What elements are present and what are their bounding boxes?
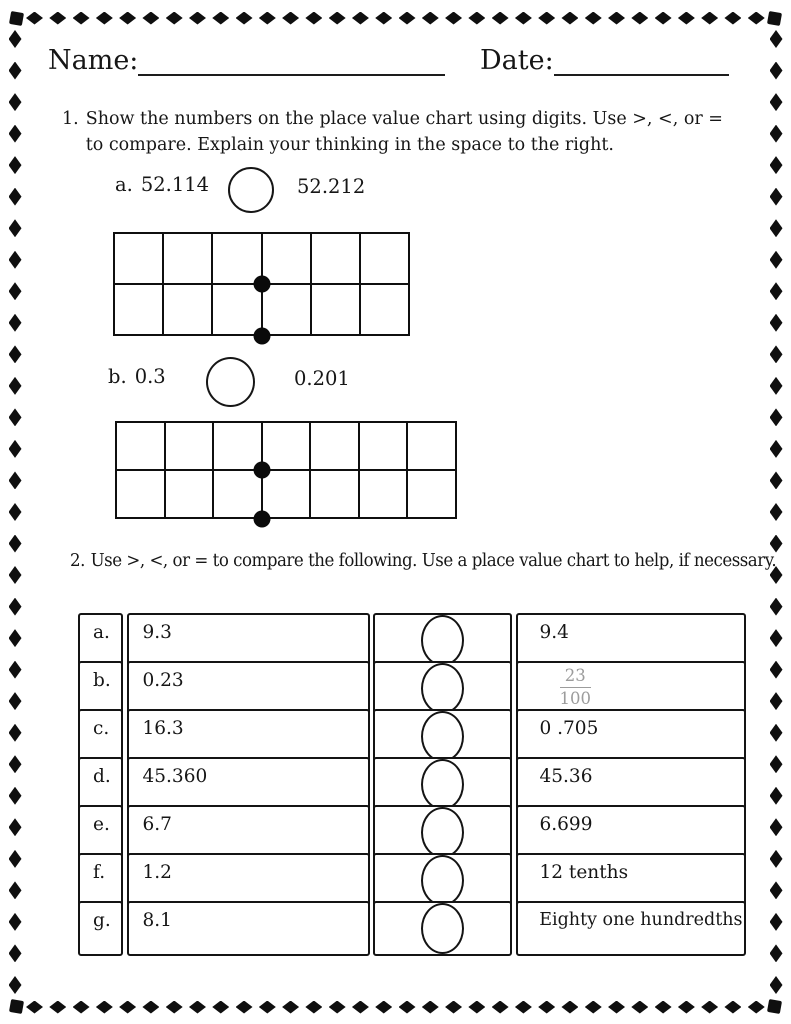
diamond-icon: [142, 12, 159, 25]
diamond-icon: [9, 787, 22, 805]
left-value: 6.7: [127, 805, 370, 860]
answer-circle[interactable]: [421, 711, 464, 762]
place-value-cell[interactable]: [213, 470, 262, 518]
place-value-cell[interactable]: [310, 422, 359, 470]
diamond-icon: [561, 1001, 578, 1014]
diamond-icon: [96, 1001, 113, 1014]
diamond-icon: [770, 944, 783, 962]
right-value: 45.36: [516, 757, 746, 812]
diamond-icon: [701, 1001, 718, 1014]
diamond-icon: [422, 12, 439, 25]
diamond-icon: [608, 1001, 625, 1014]
diamond-icon: [770, 251, 783, 269]
diamond-icon: [561, 12, 578, 25]
fraction-denominator: 100: [559, 688, 591, 708]
answer-circle[interactable]: [421, 903, 464, 954]
diamond-icon: [770, 598, 783, 616]
diamond-icon: [770, 818, 783, 836]
diamond-icon: [770, 503, 783, 521]
diamond-icon: [26, 12, 43, 25]
diamond-icon: [9, 881, 22, 899]
diamond-icon: [9, 345, 22, 363]
place-value-cell[interactable]: [262, 422, 311, 470]
fraction-23-100: [560, 666, 592, 709]
diamond-icon: [282, 12, 299, 25]
diamond-icon: [770, 314, 783, 332]
diamond-icon: [631, 1001, 648, 1014]
left-value: 0.23: [127, 661, 370, 716]
name-blank-line[interactable]: [138, 42, 445, 76]
diamond-icon: [770, 188, 783, 206]
row-label: b.: [78, 661, 123, 716]
diamond-icon: [770, 471, 783, 489]
place-value-cell[interactable]: [310, 470, 359, 518]
place-value-cell[interactable]: [114, 233, 163, 284]
diamond-icon: [678, 1001, 695, 1014]
diamond-icon: [515, 12, 532, 25]
row-label: d.: [78, 757, 123, 812]
right-value: 9.4: [516, 613, 746, 668]
diamond-icon: [770, 976, 783, 994]
diamond-icon: [492, 1001, 509, 1014]
table-row-e: [78, 805, 745, 849]
place-value-cell[interactable]: [212, 284, 261, 335]
place-value-grid-b: [115, 421, 457, 519]
answer-circle[interactable]: [421, 759, 464, 810]
part-a-label: a.: [115, 173, 133, 196]
place-value-cell[interactable]: [262, 233, 311, 284]
part-b-right: [294, 367, 350, 390]
part-a-values: [115, 173, 209, 196]
diamond-icon: [422, 1001, 439, 1014]
question-1-number: 1.: [62, 109, 79, 129]
diamond-icon: [49, 1001, 66, 1014]
place-value-chart-a: [113, 232, 410, 336]
diamond-icon: [538, 12, 555, 25]
part-b-values: [108, 365, 166, 388]
diamond-icon: [770, 156, 783, 174]
diamond-icon: [585, 12, 602, 25]
decimal-point-dot: [253, 276, 270, 293]
diamond-icon: [748, 1001, 765, 1014]
diamond-icon: [9, 535, 22, 553]
border-corner-icon: [9, 11, 24, 26]
diamond-icon: [352, 1001, 369, 1014]
diamond-icon: [770, 787, 783, 805]
diamond-icon: [770, 881, 783, 899]
diamond-icon: [352, 12, 369, 25]
place-value-cell[interactable]: [311, 233, 360, 284]
diamond-icon: [770, 345, 783, 363]
place-value-cell[interactable]: [359, 470, 408, 518]
diamond-icon: [9, 125, 22, 143]
right-value: 12 tenths: [516, 853, 746, 908]
diamond-icon: [655, 12, 672, 25]
date-label: Date:: [480, 44, 554, 76]
diamond-icon: [770, 692, 783, 710]
question-2: [70, 551, 776, 571]
diamond-icon: [9, 156, 22, 174]
diamond-icon: [515, 1001, 532, 1014]
place-value-cell[interactable]: [114, 284, 163, 335]
diamond-icon: [9, 408, 22, 426]
place-value-cell[interactable]: [407, 470, 456, 518]
diamond-icon: [73, 1001, 90, 1014]
diamond-icon: [119, 12, 136, 25]
row-label: a.: [78, 613, 123, 668]
diamond-icon: [770, 661, 783, 679]
diamond-icon: [212, 12, 229, 25]
diamond-icon: [770, 408, 783, 426]
diamond-icon: [9, 30, 22, 48]
place-value-cell[interactable]: [407, 422, 456, 470]
decorative-border-top: [26, 11, 765, 25]
diamond-icon: [236, 1001, 253, 1014]
diamond-icon: [166, 1001, 183, 1014]
diamond-icon: [770, 913, 783, 931]
diamond-icon: [770, 30, 783, 48]
name-field: [48, 42, 445, 76]
place-value-cell[interactable]: [360, 233, 409, 284]
row-label: e.: [78, 805, 123, 860]
right-value-fraction-cell: [516, 661, 746, 716]
diamond-icon: [770, 282, 783, 300]
date-blank-line[interactable]: [554, 42, 729, 76]
diamond-icon: [305, 12, 322, 25]
diamond-icon: [631, 12, 648, 25]
comparison-circle-cell: [373, 901, 512, 956]
diamond-icon: [26, 1001, 43, 1014]
place-value-cell[interactable]: [116, 422, 165, 470]
left-value: 1.2: [127, 853, 370, 908]
table-row-b: [78, 661, 745, 708]
left-value: 9.3: [127, 613, 370, 668]
diamond-icon: [189, 1001, 206, 1014]
diamond-icon: [770, 93, 783, 111]
diamond-icon: [9, 724, 22, 742]
comparison-circle-cell: [373, 613, 512, 668]
question-2-prompt: Use >, <, or = to compare the following. Use a place value chart to help, if necessary.: [90, 551, 777, 571]
left-value: 45.360: [127, 757, 370, 812]
diamond-icon: [399, 1001, 416, 1014]
diamond-icon: [9, 598, 22, 616]
diamond-icon: [399, 12, 416, 25]
diamond-icon: [73, 12, 90, 25]
diamond-icon: [166, 12, 183, 25]
answer-circle[interactable]: [421, 855, 464, 906]
diamond-icon: [9, 62, 22, 80]
right-value: Eighty one hundredths: [516, 901, 746, 956]
place-value-cell[interactable]: [213, 422, 262, 470]
part-b-left-value: 0.3: [134, 365, 166, 388]
diamond-icon: [212, 1001, 229, 1014]
diamond-icon: [96, 12, 113, 25]
diamond-icon: [492, 12, 509, 25]
diamond-icon: [49, 12, 66, 25]
diamond-icon: [770, 125, 783, 143]
diamond-icon: [678, 12, 695, 25]
comparison-circle-cell: [373, 853, 512, 908]
diamond-icon: [770, 629, 783, 647]
diamond-icon: [9, 566, 22, 584]
diamond-icon: [9, 251, 22, 269]
diamond-icon: [770, 755, 783, 773]
diamond-icon: [9, 188, 22, 206]
diamond-icon: [538, 1001, 555, 1014]
place-value-chart-b: [115, 421, 457, 519]
diamond-icon: [9, 944, 22, 962]
diamond-icon: [9, 818, 22, 836]
answer-circle[interactable]: [421, 807, 464, 858]
diamond-icon: [9, 471, 22, 489]
date-field: [480, 42, 729, 76]
place-value-cell[interactable]: [116, 470, 165, 518]
diamond-icon: [9, 850, 22, 868]
place-value-cell[interactable]: [165, 422, 214, 470]
diamond-icon: [748, 12, 765, 25]
diamond-icon: [236, 12, 253, 25]
place-value-cell[interactable]: [262, 284, 311, 335]
diamond-icon: [375, 12, 392, 25]
name-label: Name:: [48, 44, 139, 76]
diamond-icon: [119, 1001, 136, 1014]
decimal-point-dot: [253, 511, 270, 528]
place-value-cell[interactable]: [311, 284, 360, 335]
part-b-comparison-circle[interactable]: [206, 357, 255, 407]
comparison-circle-cell: [373, 805, 512, 860]
place-value-cell[interactable]: [165, 470, 214, 518]
diamond-icon: [9, 93, 22, 111]
place-value-cell[interactable]: [262, 470, 311, 518]
right-value: 6.699: [516, 805, 746, 860]
place-value-cell[interactable]: [163, 284, 212, 335]
comparison-table: [78, 613, 745, 945]
diamond-icon: [9, 503, 22, 521]
border-corner-icon: [9, 999, 24, 1014]
row-label: g.: [78, 901, 123, 956]
diamond-icon: [259, 12, 276, 25]
part-b-right-value: 0.201: [294, 367, 350, 390]
header: [48, 42, 729, 76]
decorative-border-left: [8, 30, 22, 994]
diamond-icon: [9, 282, 22, 300]
table-row-c: [78, 709, 745, 753]
diamond-icon: [770, 850, 783, 868]
question-1: [62, 106, 734, 159]
diamond-icon: [9, 913, 22, 931]
diamond-icon: [770, 724, 783, 742]
part-a-right: [297, 175, 365, 198]
table-row-a: [78, 613, 745, 657]
row-label: c.: [78, 709, 123, 764]
diamond-icon: [770, 377, 783, 395]
diamond-icon: [445, 12, 462, 25]
decimal-point-dot: [253, 328, 270, 345]
place-value-cell[interactable]: [360, 284, 409, 335]
table-row-f: [78, 853, 745, 897]
diamond-icon: [9, 629, 22, 647]
diamond-icon: [468, 12, 485, 25]
diamond-icon: [9, 377, 22, 395]
diamond-icon: [9, 755, 22, 773]
diamond-icon: [282, 1001, 299, 1014]
diamond-icon: [701, 12, 718, 25]
answer-circle[interactable]: [421, 615, 464, 666]
diamond-icon: [770, 62, 783, 80]
fraction-numerator: 23: [560, 666, 592, 688]
left-value: 16.3: [127, 709, 370, 764]
diamond-icon: [9, 440, 22, 458]
diamond-icon: [9, 692, 22, 710]
diamond-icon: [724, 12, 741, 25]
diamond-icon: [770, 440, 783, 458]
diamond-icon: [9, 219, 22, 237]
comparison-circle-cell: [373, 757, 512, 812]
diamond-icon: [9, 661, 22, 679]
diamond-icon: [445, 1001, 462, 1014]
diamond-icon: [655, 1001, 672, 1014]
question-1-prompt: Show the numbers on the place value chart using digits. Use >, <, or = to compare. Explain your thinking in the space to the right.: [85, 109, 723, 156]
decimal-point-dot: [253, 462, 270, 479]
table-row-d: [78, 757, 745, 801]
diamond-icon: [329, 1001, 346, 1014]
part-a-comparison-circle[interactable]: [228, 167, 274, 213]
diamond-icon: [608, 12, 625, 25]
diamond-icon: [375, 1001, 392, 1014]
row-label: f.: [78, 853, 123, 908]
diamond-icon: [189, 12, 206, 25]
decorative-border-bottom: [26, 1000, 765, 1014]
part-a-left-value: 52.114: [140, 173, 210, 196]
decorative-border-right: [769, 30, 783, 994]
part-a-right-value: 52.212: [297, 175, 366, 198]
comparison-circle-cell: [373, 661, 512, 716]
diamond-icon: [724, 1001, 741, 1014]
answer-circle[interactable]: [421, 663, 464, 714]
diamond-icon: [329, 12, 346, 25]
diamond-icon: [9, 976, 22, 994]
left-value: 8.1: [127, 901, 370, 956]
diamond-icon: [9, 314, 22, 332]
diamond-icon: [142, 1001, 159, 1014]
border-corner-icon: [767, 999, 782, 1014]
comparison-circle-cell: [373, 709, 512, 764]
place-value-cell[interactable]: [163, 233, 212, 284]
diamond-icon: [305, 1001, 322, 1014]
diamond-icon: [770, 219, 783, 237]
question-2-number: 2.: [70, 551, 85, 571]
table-row-g: [78, 901, 745, 945]
diamond-icon: [770, 535, 783, 553]
part-b-label: b.: [108, 365, 127, 388]
diamond-icon: [259, 1001, 276, 1014]
border-corner-icon: [767, 11, 782, 26]
place-value-cell[interactable]: [212, 233, 261, 284]
diamond-icon: [468, 1001, 485, 1014]
right-value: 0 .705: [516, 709, 746, 764]
diamond-icon: [585, 1001, 602, 1014]
place-value-cell[interactable]: [359, 422, 408, 470]
